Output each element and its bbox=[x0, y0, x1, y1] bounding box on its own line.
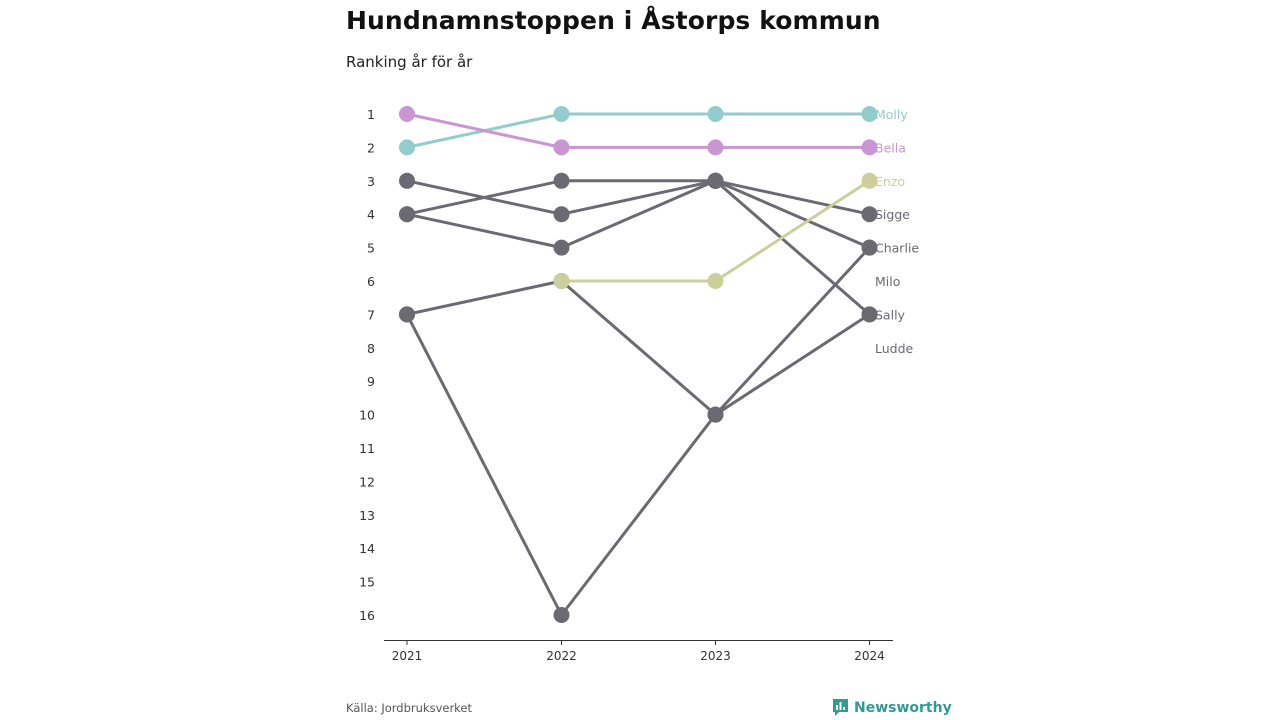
series-line-enzo bbox=[716, 181, 870, 281]
y-tick-label: 12 bbox=[359, 474, 375, 490]
data-point-sigge bbox=[554, 206, 570, 222]
source-note: Källa: Jordbruksverket bbox=[346, 701, 473, 715]
x-tick-label: 2024 bbox=[854, 649, 885, 663]
newsworthy-logo-icon bbox=[832, 698, 849, 717]
y-tick-label: 10 bbox=[359, 407, 375, 423]
end-label-sigge: Sigge bbox=[875, 207, 910, 223]
series-ludde bbox=[399, 306, 878, 623]
data-point-charlie bbox=[554, 240, 570, 256]
series-line-ludde bbox=[407, 314, 562, 615]
y-tick-label: 16 bbox=[359, 608, 375, 623]
x-tick-label: 2021 bbox=[391, 649, 423, 663]
data-point-milo bbox=[554, 173, 570, 189]
end-label-sally: Sally bbox=[875, 307, 905, 323]
data-point-sigge bbox=[399, 173, 415, 189]
chart-subtitle: Ranking år för år bbox=[346, 53, 473, 71]
y-tick-label: 9 bbox=[367, 374, 375, 390]
y-tick-label: 14 bbox=[359, 541, 375, 557]
y-tick-label: 4 bbox=[367, 207, 375, 223]
y-tick-label: 5 bbox=[367, 240, 375, 256]
end-label-milo: Milo bbox=[875, 274, 901, 289]
series-line-sigge bbox=[562, 181, 716, 214]
series-line-charlie bbox=[407, 214, 562, 247]
series-sally bbox=[399, 240, 878, 423]
y-tick-label: 8 bbox=[367, 340, 375, 356]
y-tick-label: 13 bbox=[359, 507, 375, 523]
y-tick-label: 6 bbox=[367, 274, 375, 289]
end-label-charlie: Charlie bbox=[875, 240, 920, 256]
data-point-molly bbox=[399, 139, 415, 155]
x-tick-label: 2023 bbox=[700, 649, 731, 663]
brand-logo[interactable] bbox=[832, 698, 952, 717]
data-point-bella bbox=[708, 139, 724, 155]
y-tick-label: 1 bbox=[367, 107, 375, 122]
series-line-sally bbox=[562, 281, 716, 415]
end-label-enzo: Enzo bbox=[875, 173, 906, 189]
end-label-bella: Bella bbox=[875, 140, 906, 156]
data-point-enzo bbox=[554, 273, 570, 289]
y-tick-label: 3 bbox=[367, 173, 375, 189]
x-tick-label: 2022 bbox=[546, 649, 577, 663]
data-point-bella bbox=[399, 106, 415, 122]
data-point-ludde bbox=[399, 306, 415, 322]
y-tick-label: 15 bbox=[359, 574, 375, 590]
series-line-charlie bbox=[562, 181, 716, 248]
data-point-molly bbox=[554, 106, 570, 122]
data-point-ludde bbox=[708, 407, 724, 423]
data-point-bella bbox=[554, 139, 570, 155]
data-point-molly bbox=[708, 106, 724, 122]
end-label-molly: Molly bbox=[875, 107, 908, 122]
series-line-sally bbox=[407, 281, 562, 314]
end-label-ludde: Ludde bbox=[875, 340, 914, 356]
chart-title: Hundnamnstoppen i Åstorps kommun bbox=[346, 6, 881, 35]
y-tick-label: 2 bbox=[367, 140, 375, 156]
y-tick-label: 11 bbox=[359, 441, 375, 456]
series-line-milo bbox=[716, 181, 870, 315]
series-line-charlie bbox=[716, 181, 870, 248]
data-point-ludde bbox=[554, 607, 570, 623]
series-charlie bbox=[399, 173, 878, 256]
y-tick-label: 7 bbox=[367, 307, 375, 323]
data-point-milo bbox=[708, 173, 724, 189]
data-point-enzo bbox=[708, 273, 724, 289]
brand-name: Newsworthy bbox=[854, 699, 952, 716]
series-line-ludde bbox=[562, 415, 716, 615]
data-point-milo bbox=[399, 206, 415, 222]
